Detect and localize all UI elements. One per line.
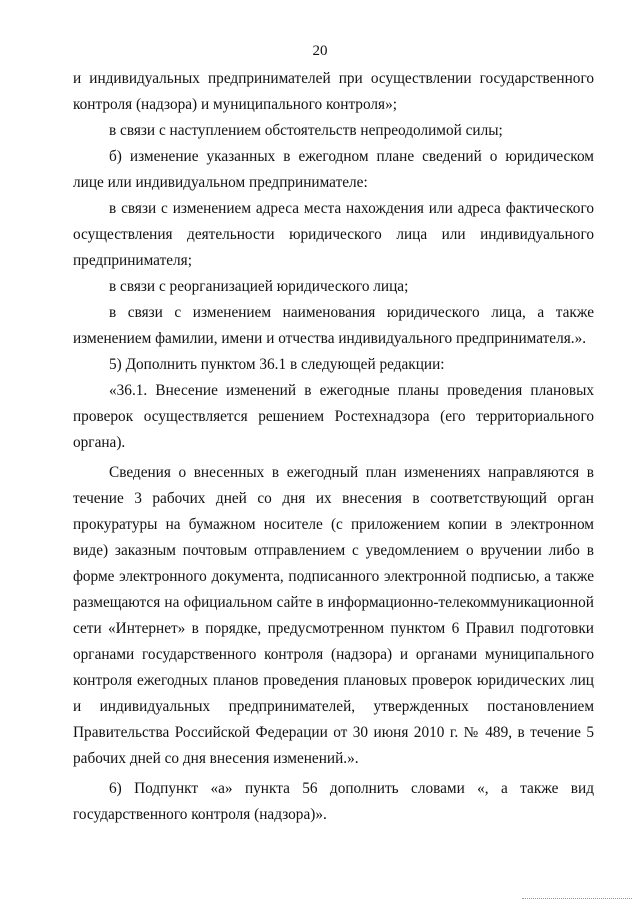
paragraph-item-b: б) изменение указанных в ежегодном плане сведений о юридическом лице или индивидуальном предпринимателе:	[73, 148, 594, 191]
paragraph-item-5: 5) Дополнить пунктом 36.1 в следующей редакции:	[109, 356, 445, 373]
paragraph-address-change: в связи с изменением адреса места нахождения или адреса фактического осуществления деятельности юридического лица или индивидуального предпринимателя;	[73, 200, 594, 269]
paragraph-force-majeure: в связи с наступлением обстоятельств непреодолимой силы;	[109, 122, 503, 139]
paragraph-item-6: 6) Подпункт «а» пункта 56 дополнить словами «, а также вид государственного контроля (надзора)».	[73, 780, 594, 823]
scan-edge-mark	[522, 896, 632, 899]
document-body	[73, 66, 594, 828]
paragraph-36-1: «36.1. Внесение изменений в ежегодные планы проведения плановых проверок осуществляется решением Ростехнадзора (его территориального органа).	[73, 382, 594, 451]
page-number: 20	[312, 43, 328, 59]
paragraph-notification: Сведения о внесенных в ежегодный план изменениях направляются в течение 3 рабочих дней со дня их внесения в соответствующий орган прокуратуры на бумажном носителе (с приложением копии в электронном виде) заказным почтовым отправлением с уведомлением о вручении либо в форме электронного документа, подписанного электронной подписью, а также размещаются на официальном сайте в информационно-телекоммуникационной сети «Интернет» в порядке, предусмотренном пунктом 6 Правил подготовки органами государственного контроля (надзора) и органами муниципального контроля ежегодных планов проведения плановых проверок юридических лиц и индивидуальных предпринимателей, утвержденных постановлением Правительства Российской Федерации от 30 июня 2010 г. № 489, в течение 5 рабочих дней со дня внесения изменений.».	[73, 464, 594, 767]
paragraph-name-change: в связи с изменением наименования юридического лица, а также изменением фамилии, имени и отчества индивидуального предпринимателя.».	[73, 304, 594, 347]
paragraph-continuation: и индивидуальных предпринимателей при осуществлении государственного контроля (надзора) и муниципального контроля»;	[73, 70, 594, 113]
paragraph-reorganization: в связи с реорганизацией юридического лица;	[109, 278, 409, 295]
